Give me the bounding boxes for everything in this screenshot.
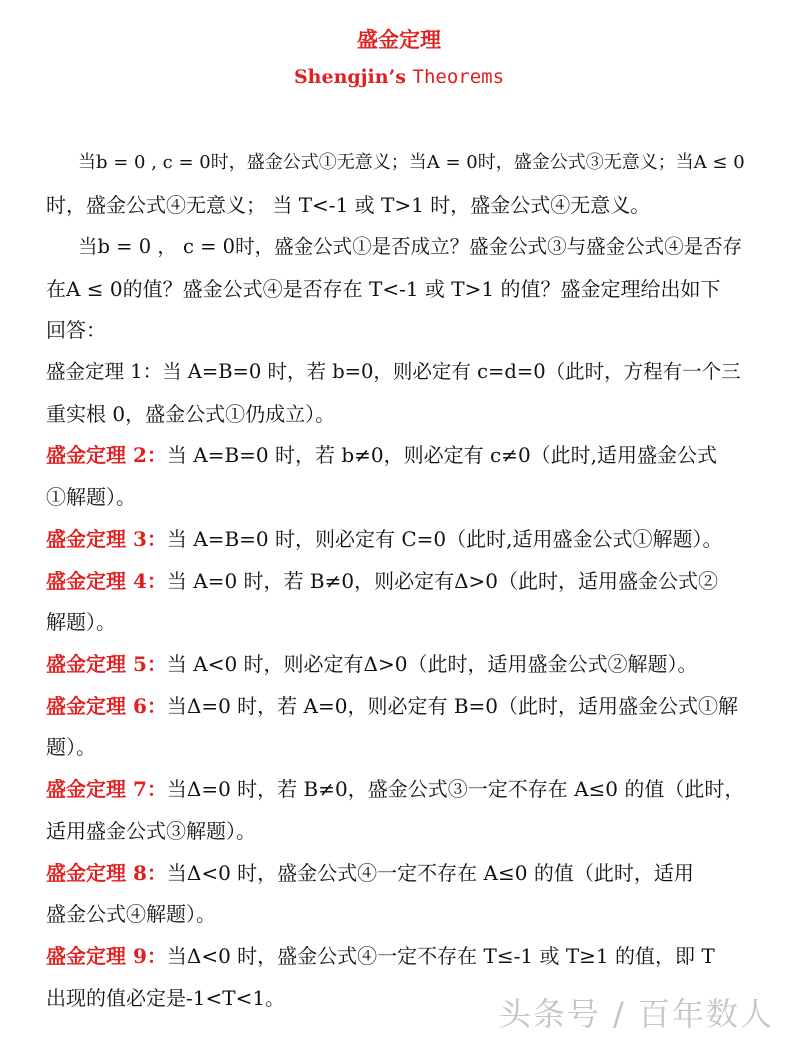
theorem-8-line-1	[46, 859, 756, 887]
theorem-7-line-1	[46, 775, 756, 803]
theorem-8-text: 当Δ<0 时，盛金公式④一定不存在 A≤0 的值（此时，适用	[166, 861, 694, 885]
page-title: 盛金定理	[357, 27, 441, 52]
theorem-2-text: 当 A=B=0 时，若 b≠0，则必定有 c≠0（此时,适用盛金公式	[166, 443, 718, 467]
theorem-9-text: 当Δ<0 时，盛金公式④一定不存在 T≤-1 或 T≥1 的值，即 T	[166, 944, 715, 968]
theorem-6-label: 盛金定理 6：	[46, 694, 167, 718]
theorem-1-label: 盛金定理 1：	[46, 360, 163, 383]
theorem-6-line-1	[46, 692, 756, 720]
theorem-9-label: 盛金定理 9：	[46, 944, 167, 968]
theorem-6-text: 当Δ=0 时，若 A=0，则必定有 B=0（此时，适用盛金公式①解	[166, 694, 738, 718]
theorem-6-line-2: 题）。	[46, 735, 96, 759]
theorem-1-text: 当 A=B=0 时，若 b=0，则必定有 c=d=0（此时，方程有一个三	[162, 360, 741, 383]
theorem-3-text: 当 A=B=0 时，则必定有 C=0（此时,适用盛金公式①解题）。	[166, 527, 723, 551]
theorem-8-line-2: 盛金公式④解题）。	[46, 902, 216, 926]
theorem-5-line-1	[46, 650, 756, 678]
subtitle-mono: Theorems	[412, 66, 505, 88]
theorem-7-text: 当Δ=0 时，若 B≠0，盛金公式③一定不存在 A≤0 的值（此时，	[166, 777, 745, 801]
theorem-7-line-2: 适用盛金公式③解题）。	[46, 819, 256, 843]
theorem-8-label: 盛金定理 8：	[46, 861, 167, 885]
intro-line-2: 时，盛金公式④无意义； 当 T<-1 或 T>1 时，盛金公式④无意义。	[46, 193, 651, 217]
theorem-4-line-1	[46, 567, 756, 595]
page-subtitle	[0, 66, 798, 88]
theorem-2-label: 盛金定理 2：	[46, 443, 167, 467]
watermark: 头条号 / 百年数人	[498, 995, 774, 1033]
theorem-1-line-1	[46, 358, 756, 386]
theorem-9-line-1	[46, 942, 756, 970]
theorem-4-text: 当 A=0 时，若 B≠0，则必定有Δ>0（此时，适用盛金公式②	[166, 569, 718, 593]
intro-line-4: 在A ≤ 0的值？盛金公式④是否存在 T<-1 或 T>1 的值？盛金定理给出如下	[46, 277, 721, 301]
theorem-7-label: 盛金定理 7：	[46, 777, 167, 801]
intro-line-1: 当b = 0 , c = 0时，盛金公式①无意义；当A = 0时，盛金公式③无意义；当A ≤ 0	[78, 152, 745, 173]
subtitle-bold: Shengjin’s	[293, 66, 406, 88]
theorem-5-text: 当 A<0 时，则必定有Δ>0（此时，适用盛金公式②解题）。	[166, 652, 698, 676]
theorem-1-line-2: 重实根 0，盛金公式①仍成立）。	[46, 402, 336, 426]
theorem-3-line-1	[46, 525, 756, 553]
theorem-5-label: 盛金定理 5：	[46, 652, 167, 676]
theorem-3-label: 盛金定理 3：	[46, 527, 167, 551]
theorem-2-line-2: ①解题）。	[46, 485, 136, 509]
theorem-2-line-1	[46, 441, 756, 469]
intro-line-5: 回答：	[46, 318, 106, 342]
intro-line-3: 当b = 0 ， c = 0时，盛金公式①是否成立？盛金公式③与盛金公式④是否存	[78, 235, 743, 258]
theorem-9-line-2: 出现的值必定是-1<T<1。	[46, 986, 286, 1010]
theorem-4-label: 盛金定理 4：	[46, 569, 167, 593]
theorem-4-line-2: 解题）。	[46, 610, 116, 634]
